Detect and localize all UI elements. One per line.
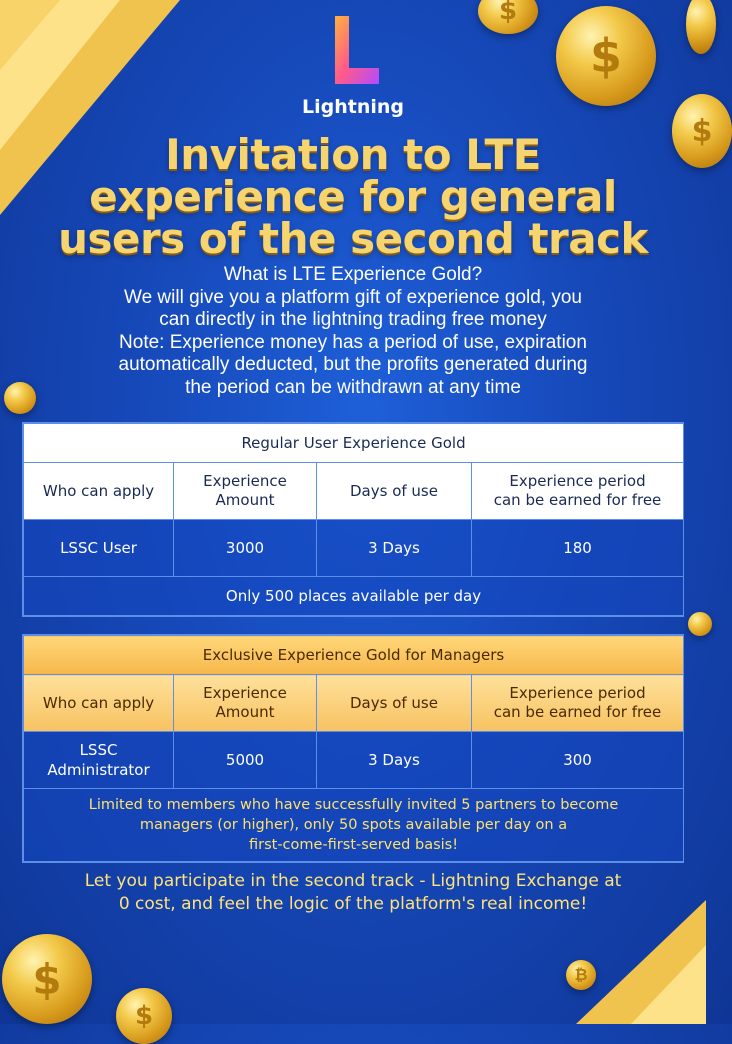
brand-name: Lightning bbox=[302, 96, 404, 118]
intro-line: We will give you a platform gift of experience gold, you bbox=[124, 286, 582, 308]
coin-icon: $ bbox=[478, 0, 538, 34]
coin-icon bbox=[686, 0, 716, 54]
brand-logo bbox=[300, 14, 406, 124]
bitcoin-coin-icon: ₿ bbox=[566, 960, 596, 990]
cell-days: 3 Days bbox=[317, 732, 472, 789]
table-title: Regular User Experience Gold bbox=[24, 424, 684, 463]
title-line: users of the second track bbox=[58, 214, 648, 263]
intro-note: Note: Experience money has a period of use, expiration bbox=[119, 331, 587, 353]
page-title bbox=[0, 130, 706, 263]
managers-table bbox=[22, 634, 684, 863]
table-row bbox=[24, 520, 684, 577]
cell-amount: 5000 bbox=[174, 732, 317, 789]
intro-line: the period can be withdrawn at any time bbox=[185, 376, 521, 398]
coin-icon bbox=[688, 612, 712, 636]
column-header-amount: Experience Amount bbox=[174, 675, 317, 732]
coin-icon: $ bbox=[2, 934, 92, 1024]
cell-period: 300 bbox=[472, 732, 684, 789]
cell-period: 180 bbox=[472, 520, 684, 577]
cell-amount: 3000 bbox=[174, 520, 317, 577]
title-line: experience for general bbox=[89, 172, 617, 221]
table-footer: Only 500 places available per day bbox=[24, 577, 684, 616]
column-header-amount: Experience Amount bbox=[174, 463, 317, 520]
cell-days: 3 Days bbox=[317, 520, 472, 577]
intro-question: What is LTE Experience Gold? bbox=[223, 264, 483, 285]
column-header-who: Who can apply bbox=[24, 675, 174, 732]
intro-line: automatically deducted, but the profits generated during bbox=[118, 354, 588, 375]
title-line: Invitation to LTE bbox=[165, 130, 541, 179]
column-header-period: Experience period can be earned for free bbox=[472, 463, 684, 520]
closing-text bbox=[40, 870, 666, 916]
regular-user-table bbox=[22, 422, 684, 617]
lightning-L-logo-icon bbox=[323, 14, 383, 90]
coin-icon: $ bbox=[672, 94, 732, 168]
coin-icon: $ bbox=[116, 988, 172, 1044]
table-row bbox=[24, 732, 684, 789]
closing-line: 0 cost, and feel the logic of the platform's real income! bbox=[118, 894, 588, 914]
column-header-who: Who can apply bbox=[24, 463, 174, 520]
column-header-days: Days of use bbox=[317, 463, 472, 520]
intro-text bbox=[30, 264, 676, 399]
gold-ribbon-bottom-right bbox=[536, 900, 706, 1024]
intro-line: can directly in the lightning trading free money bbox=[159, 309, 547, 330]
table-footer: Limited to members who have successfully invited 5 partners to become managers (or higher), only 50 spots available per day on a first-come-first-served basis! bbox=[24, 789, 684, 862]
column-header-days: Days of use bbox=[317, 675, 472, 732]
cell-who: LSSC Administrator bbox=[24, 732, 174, 789]
cell-who: LSSC User bbox=[24, 520, 174, 577]
table-title: Exclusive Experience Gold for Managers bbox=[24, 636, 684, 675]
column-header-period: Experience period can be earned for free bbox=[472, 675, 684, 732]
coin-icon: $ bbox=[556, 6, 656, 106]
closing-line: Let you participate in the second track - Lightning Exchange at bbox=[84, 871, 622, 891]
